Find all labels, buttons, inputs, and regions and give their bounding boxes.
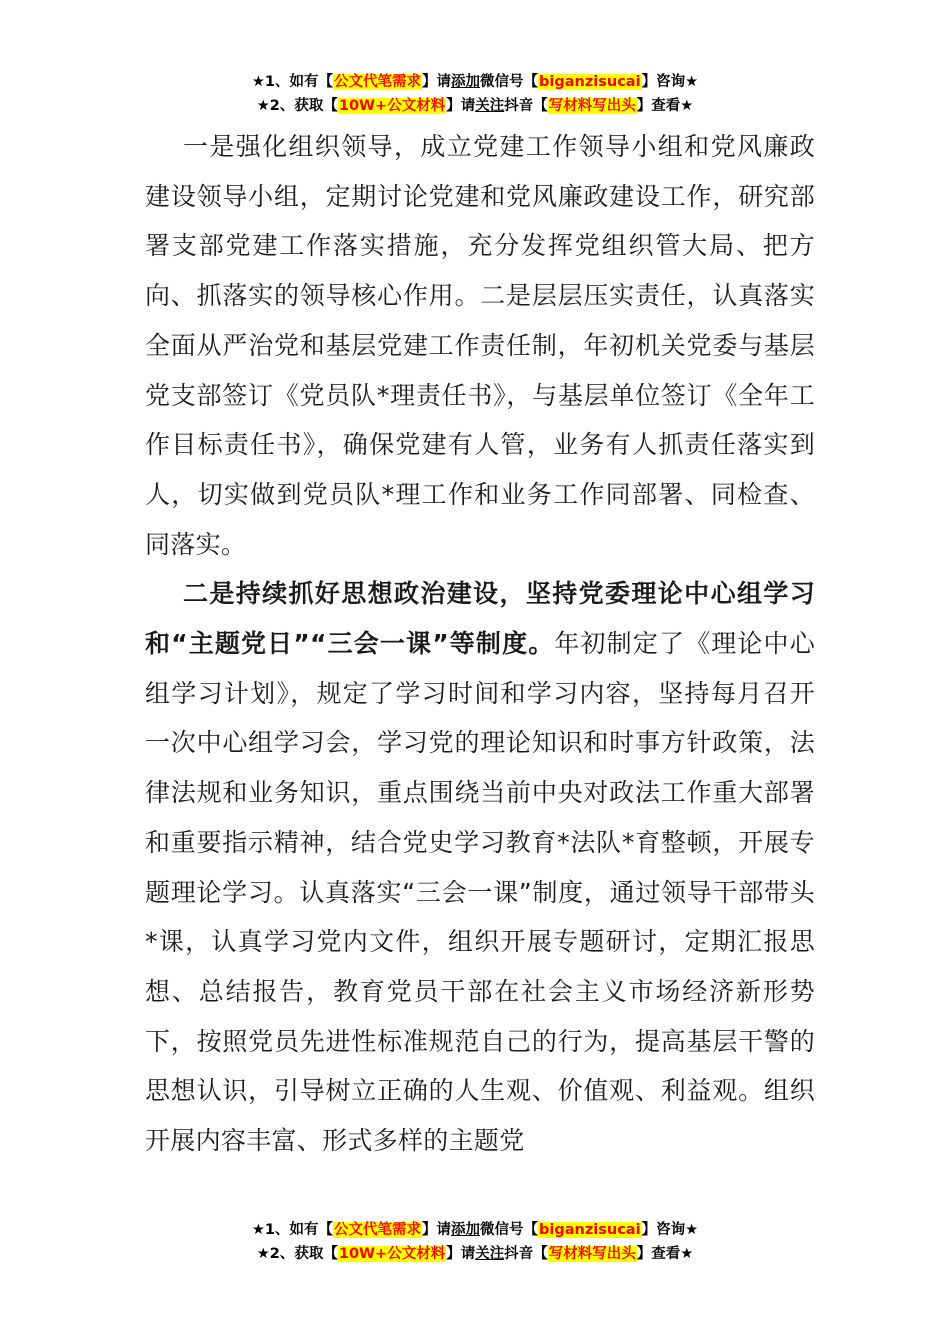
banner-text: ★1、如有【 xyxy=(251,1222,334,1238)
banner-line-2 xyxy=(0,95,950,119)
banner-text: 】请 xyxy=(422,74,452,90)
paragraph-2-text: 年初制定了《理论中心组学习计划》，规定了学习时间和学习内容，坚持每月召开一次中心组学习会，学习党的理论知识和时事方针政策，法律法规和业务知识，重点围绕当前中央对政法工作重大部署和重要指示精神，结合党史学习教育*法队*育整顿，开展专题理论学习。认真落实“三会一课”制度，通过领导干部带头*课，认真学习党内文件，组织开展专题研讨，定期汇报思想、总结报告，教育党员干部在社会主义市场经济新形势下，按照党员先进性标准规范自己的行为，提高基层干警的思想认识，引导树立正确的人生观、价值观、利益观。组织开展内容丰富、形式多样的主题党 xyxy=(145,629,815,1156)
banner-underlined: 添加 xyxy=(451,74,481,90)
banner-line-2 xyxy=(0,1243,950,1267)
banner-text: 抖音【 xyxy=(504,1246,548,1262)
banner-text: 】请 xyxy=(446,1246,476,1262)
banner-highlight: 公文代笔需求 xyxy=(334,1222,422,1238)
banner-text: 】查看★ xyxy=(636,98,694,114)
banner-line-1 xyxy=(0,71,950,95)
banner-highlight: 写材料写出头 xyxy=(548,1246,636,1262)
banner-text: 】咨询★ xyxy=(641,1222,699,1238)
banner-highlight: 10W+公文材料 xyxy=(338,98,446,114)
paragraph-1: 一是强化组织领导，成立党建工作领导小组和党风廉政建设领导小组，定期讨论党建和党风廉政建设工作，研究部署支部党建工作落实措施，充分发挥党组织管大局、把方向、抓落实的领导核心作用。二是层层压实责任，认真落实全面从严治党和基层党建工作责任制，年初机关党委与基层党支部签订《党员队*理责任书》，与基层单位签订《全年工作目标责任书》，确保党建有人管，业务有人抓责任落实到人，切实做到党员队*理工作和业务工作同部署、同检查、同落实。 xyxy=(145,132,815,559)
header-banner xyxy=(0,71,950,119)
banner-text: 】请 xyxy=(422,1222,452,1238)
document-body xyxy=(145,122,815,1166)
banner-text: ★2、获取【 xyxy=(256,98,338,114)
banner-text: ★1、如有【 xyxy=(251,74,334,90)
banner-line-1 xyxy=(0,1219,950,1243)
paragraph-2-heading: 二是持续抓好思想政治建设，坚持党委理论中心组学习和“主题党日”“三会一课”等制度。 xyxy=(145,579,815,659)
banner-highlight: 公文代笔需求 xyxy=(334,74,422,90)
banner-text: 抖音【 xyxy=(504,98,548,114)
banner-text: ★2、获取【 xyxy=(256,1246,338,1262)
banner-underlined: 关注 xyxy=(475,1246,505,1262)
footer-banner xyxy=(0,1219,950,1267)
banner-text: 】查看★ xyxy=(636,1246,694,1262)
banner-highlight: 写材料写出头 xyxy=(548,98,636,114)
banner-underlined: 关注 xyxy=(475,98,505,114)
banner-highlight: 10W+公文材料 xyxy=(338,1246,446,1262)
banner-highlight: biganzisucai xyxy=(539,1222,641,1238)
paragraph-2 xyxy=(145,569,815,1165)
banner-underlined: 添加 xyxy=(451,1222,481,1238)
banner-text: 微信号【 xyxy=(480,1222,539,1238)
banner-text: 】请 xyxy=(446,98,476,114)
banner-text: 微信号【 xyxy=(480,74,539,90)
banner-highlight: biganzisucai xyxy=(539,74,641,90)
banner-text: 】咨询★ xyxy=(641,74,699,90)
